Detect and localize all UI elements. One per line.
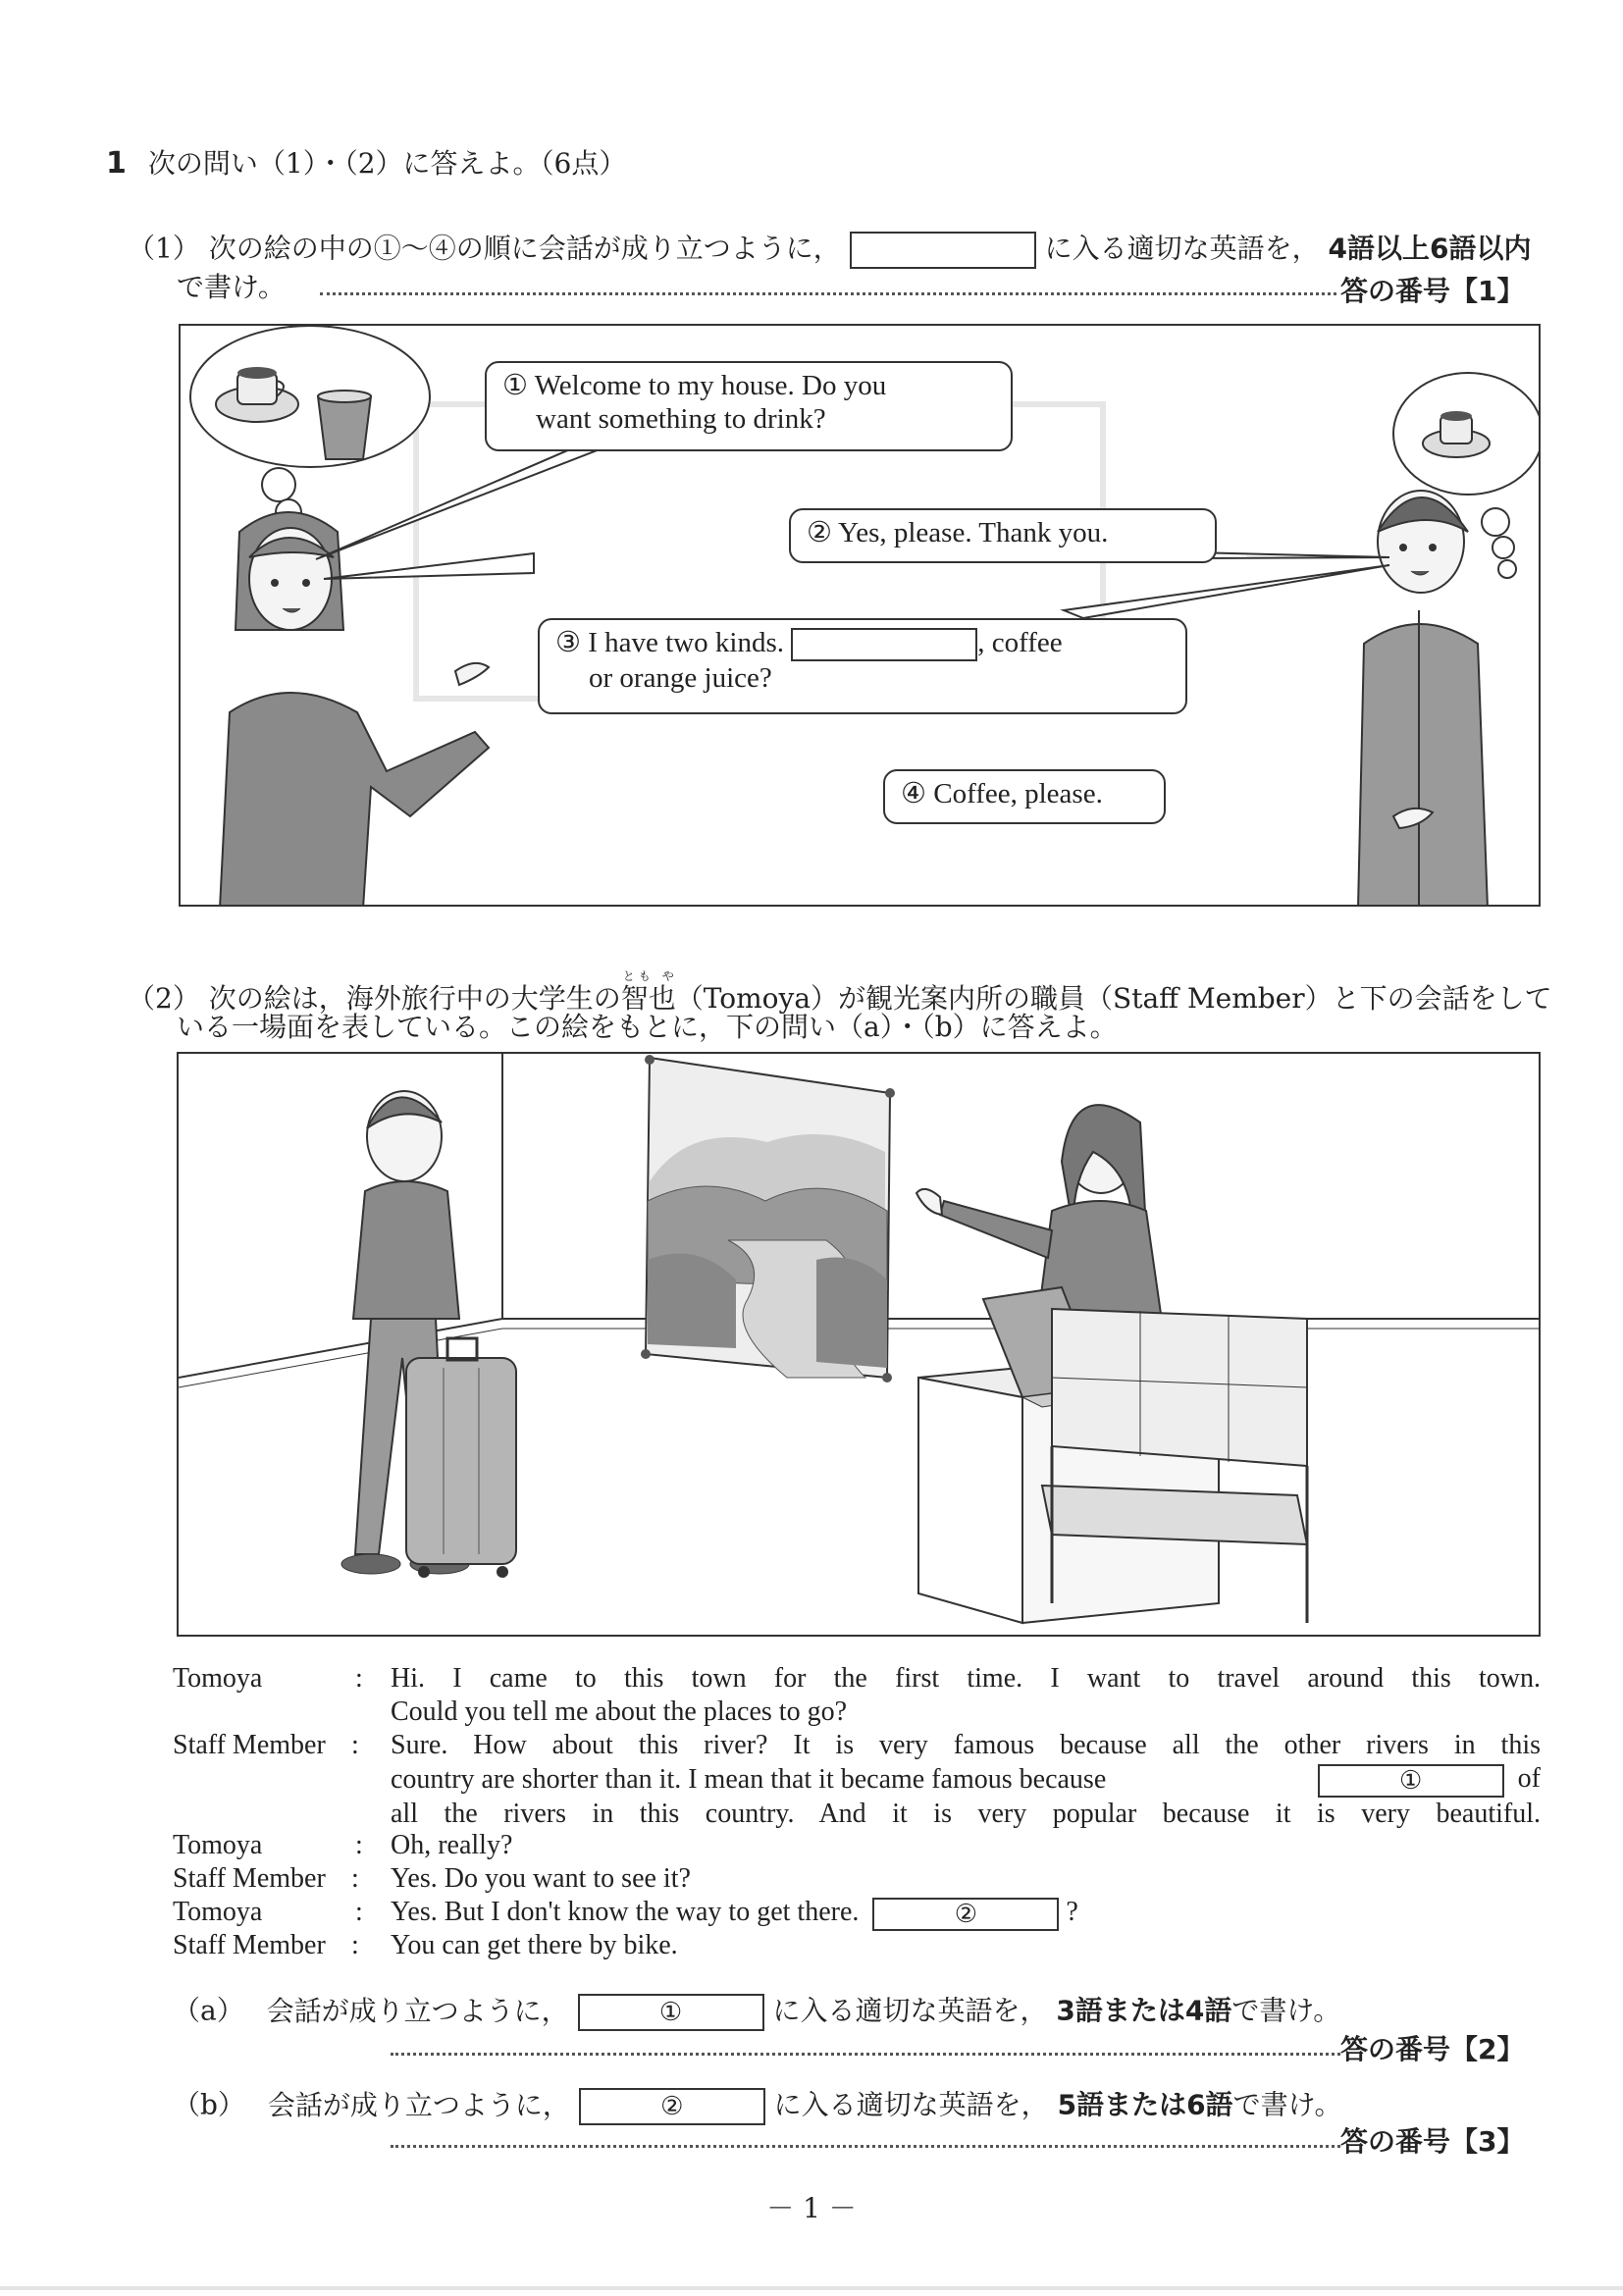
qb-after: に入る適切な英語を，: [773, 2088, 1049, 2121]
conversation-illustration: [179, 324, 1541, 907]
speaker-staff: Staff Member: [173, 1930, 326, 1960]
colon: :: [351, 1863, 359, 1894]
part1-instruction-before: 次の絵の中の①～④の順に会話が成り立つように，: [208, 232, 841, 265]
line-tomoya-1: [391, 1662, 1541, 1729]
answer-ref-1: 答の番号【1】: [1340, 275, 1525, 307]
colon: :: [351, 1930, 359, 1960]
blank-1: ①: [1318, 1764, 1504, 1798]
dotted-leader: [320, 292, 1336, 295]
suitcase: [406, 1358, 516, 1564]
answer-blank: [850, 232, 1036, 269]
question-b: [173, 2088, 1341, 2125]
intro-ruby: とも や: [620, 969, 676, 983]
speech-bubble-1: [485, 361, 1013, 451]
qa-label: （a）: [173, 1994, 244, 2027]
speaker-staff: Staff Member: [173, 1730, 326, 1760]
speaker-staff: Staff Member: [173, 1863, 326, 1894]
qa-word-count: 3語または4語: [1056, 1994, 1232, 2027]
bubble4-text: ④ Coffee, please.: [901, 778, 1103, 809]
question-a: [173, 1994, 1340, 2031]
boy-figure: [1358, 491, 1488, 907]
line-2c: all the rivers in this country. And it is very popular because it is very beautiful.: [391, 1798, 1541, 1829]
bubble1-line2: want something to drink?: [536, 403, 826, 435]
colon: :: [351, 1730, 359, 1760]
line-tomoya-2: Oh, really?: [391, 1830, 513, 1860]
part2-intro-a: 次の絵は，海外旅行中の大学生の: [208, 982, 621, 1015]
speech-bubble-2: [789, 508, 1217, 563]
line-staff-1: [391, 1729, 1541, 1831]
scan-edge: [0, 2286, 1623, 2290]
qb-blank: ②: [579, 2088, 765, 2125]
bubble3-blank: [791, 628, 977, 661]
line-staff-2: Yes. Do you want to see it?: [391, 1863, 691, 1894]
line-2b-end: of: [1517, 1763, 1541, 1794]
line-2a: Sure. How about this river? It is very famous because all the other rivers in this: [391, 1730, 1541, 1760]
qb-end: で書け。: [1232, 2088, 1342, 2121]
tomoya-figure: [341, 1091, 516, 1578]
bubble3-line2: or orange juice?: [589, 662, 772, 695]
word-count-requirement: 4語以上6語以内: [1328, 232, 1532, 265]
qa-after: に入る適切な英語を，: [772, 1994, 1048, 2027]
bubble3-text-a: ③ I have two kinds.: [555, 627, 784, 658]
office-scene-art: [179, 1054, 1541, 1637]
line-tomoya-3: [391, 1896, 1541, 1931]
part1-instruction: [128, 232, 1531, 269]
line-1b: Could you tell me about the places to go?: [391, 1696, 848, 1727]
question-heading-text: 次の問い（1）・（2）に答えよ。（6点）: [147, 147, 627, 180]
blank-2: ②: [872, 1898, 1059, 1931]
page-number: － 1 －: [766, 2192, 857, 2224]
river-poster: [641, 1055, 895, 1383]
line-2b: [391, 1762, 1541, 1798]
part1-instruction-after: に入る適切な英語を，: [1044, 232, 1320, 265]
line-5-end: ?: [1066, 1897, 1078, 1927]
speaker-tomoya: Tomoya: [173, 1830, 263, 1860]
question-number: 1: [106, 146, 127, 181]
qb-word-count: 5語または6語: [1057, 2088, 1233, 2121]
part1-label: （1）: [128, 232, 200, 265]
speaker-tomoya: Tomoya: [173, 1663, 263, 1694]
intro-name: 智也: [620, 982, 676, 1015]
part2-intro-b: （Tomoya）が観光案内所の職員（Staff Member）と下の会話をして: [675, 982, 1552, 1015]
qb-before: 会話が成り立つように，: [267, 2088, 570, 2121]
bubble2-text: ② Yes, please. Thank you.: [807, 517, 1109, 548]
dotted-leader: [391, 2145, 1340, 2148]
dotted-leader: [391, 2053, 1340, 2056]
answer-ref-2: 答の番号【2】: [1340, 2033, 1525, 2065]
line-2b-text: country are shorter than it. I mean that it became famous because: [391, 1763, 1107, 1795]
speech-bubble-3: [538, 618, 1187, 714]
qa-before: 会話が成り立つように，: [266, 1994, 569, 2027]
colon: :: [355, 1663, 363, 1694]
speaker-tomoya: Tomoya: [173, 1897, 263, 1927]
answer-ref-3: 答の番号【3】: [1340, 2125, 1525, 2158]
dialogue: [0, 1662, 1623, 1996]
part2-intro-line1: [128, 969, 1552, 1016]
bubble3-text-b: , coffee: [977, 627, 1063, 658]
part2-intro-line2: いる一場面を表している。この絵をもとに，下の問い（a）・（b）に答えよ。: [177, 1011, 1118, 1043]
qa-end: で書け。: [1231, 1994, 1341, 2027]
question-heading: [106, 147, 626, 181]
colon: :: [355, 1830, 363, 1860]
qa-blank: ①: [578, 1994, 764, 2031]
tourist-office-illustration: [177, 1052, 1541, 1637]
qb-label: （b）: [173, 2088, 245, 2121]
speech-bubble-4: [883, 769, 1166, 824]
colon: :: [355, 1897, 363, 1927]
part1-instruction-line2: で書け。: [177, 271, 286, 303]
line-staff-3: You can get there by bike.: [391, 1930, 678, 1960]
line-5-text: Yes. But I don't know the way to get there.: [391, 1897, 860, 1927]
part2-label: （2）: [128, 982, 200, 1015]
line-1a: Hi. I came to this town for the first time. I want to travel around this town.: [391, 1663, 1541, 1694]
bubble1-line1: ① Welcome to my house. Do you: [502, 370, 887, 401]
